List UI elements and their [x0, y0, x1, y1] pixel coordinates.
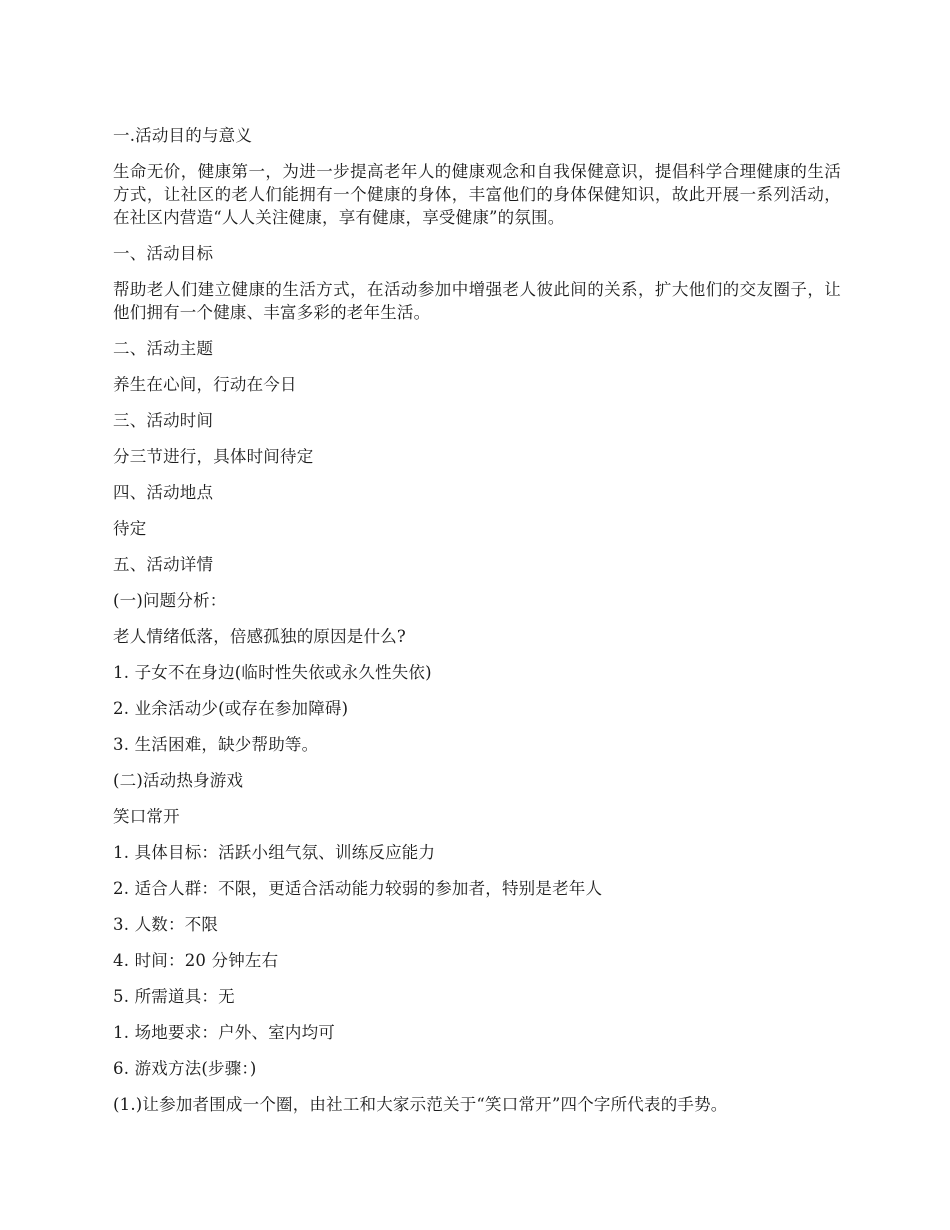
- body-paragraph: 老人情绪低落，倍感孤独的原因是什么?: [113, 627, 406, 646]
- section-heading: 四、活动地点: [113, 483, 214, 502]
- section-heading: 一、活动目标: [113, 244, 214, 263]
- list-item: (1.)让参加者围成一个圈，由社工和大家示范关于“笑口常开”四个字所代表的手势。: [113, 1095, 728, 1114]
- sub-heading: (二)活动热身游戏: [113, 771, 244, 790]
- document-body: [113, 124, 841, 1129]
- sub-heading: (一)问题分析：: [113, 591, 227, 610]
- body-paragraph: 帮助老人们建立健康的生活方式，在活动参加中增强老人彼此间的关系，扩大他们的交友圈子，让他们拥有一个健康、丰富多彩的老年生活。: [113, 280, 841, 322]
- list-item: 1. 具体目标：活跃小组气氛、训练反应能力: [113, 843, 436, 862]
- list-item: 2. 适合人群：不限，更适合活动能力较弱的参加者，特别是老年人: [113, 879, 603, 898]
- list-item: 6. 游戏方法(步骤：): [113, 1059, 257, 1078]
- section-heading: 一.活动目的与意义: [113, 126, 253, 145]
- list-item: 4. 时间：20 分钟左右: [113, 951, 279, 970]
- body-paragraph: 分三节进行，具体时间待定: [113, 447, 314, 466]
- list-item: 1. 场地要求：户外、室内均可: [113, 1023, 335, 1042]
- section-heading: 五、活动详情: [113, 555, 214, 574]
- game-title: 笑口常开: [113, 807, 180, 826]
- body-paragraph: 待定: [113, 519, 147, 538]
- body-paragraph: 养生在心间，行动在今日: [113, 375, 297, 394]
- list-item: 5. 所需道具：无: [113, 987, 235, 1006]
- body-paragraph: 生命无价，健康第一，为进一步提高老年人的健康观念和自我保健意识，提倡科学合理健康的生活方式，让社区的老人们能拥有一个健康的身体，丰富他们的身体保健知识，故此开展一系列活动，在社区内营造“人人关注健康，享有健康，享受健康”的氛围。: [113, 162, 841, 227]
- section-heading: 二、活动主题: [113, 339, 214, 358]
- section-heading: 三、活动时间: [113, 411, 214, 430]
- list-item: 3. 人数：不限: [113, 915, 219, 934]
- list-item: 1. 子女不在身边(临时性失依或永久性失依): [113, 663, 432, 682]
- list-item: 2. 业余活动少(或存在参加障碍): [113, 699, 349, 718]
- list-item: 3. 生活困难，缺少帮助等。: [113, 735, 319, 754]
